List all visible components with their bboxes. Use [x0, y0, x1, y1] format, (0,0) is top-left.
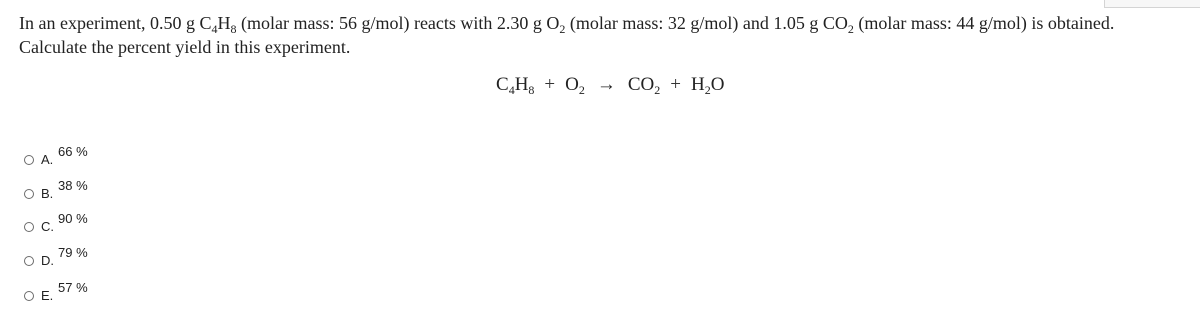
radio-button[interactable] — [24, 222, 34, 232]
radio-button[interactable] — [24, 256, 34, 266]
option-value: 66 % — [58, 144, 88, 159]
subscript: 8 — [230, 22, 237, 36]
option-letter: E. — [41, 288, 54, 303]
question-text-part: In an experiment, 0.50 g C — [19, 13, 212, 33]
corner-panel — [1104, 0, 1200, 8]
option-letter: B. — [41, 186, 54, 201]
subscript: 8 — [528, 83, 535, 97]
formula-part: O — [710, 74, 725, 95]
subscript: 2 — [847, 22, 854, 36]
reactant-o2 — [565, 74, 585, 95]
reaction-arrow-icon: → — [596, 74, 616, 95]
option-letter: D. — [41, 253, 54, 268]
formula-part: O — [565, 74, 579, 95]
option-letter: A. — [41, 152, 54, 167]
formula-part: CO — [627, 74, 655, 95]
option-value: 90 % — [58, 211, 88, 226]
question-text-part: (molar mass: 56 g/mol) reacts with 2.30 g O — [236, 13, 560, 33]
plus-sign: + — [670, 74, 681, 95]
option-a[interactable] — [24, 144, 144, 174]
subscript: 4 — [508, 83, 515, 97]
subscript: 4 — [211, 22, 218, 36]
formula-part: C — [496, 74, 509, 95]
formula-part: H — [691, 74, 705, 95]
radio-button[interactable] — [24, 291, 34, 301]
option-d[interactable] — [24, 245, 144, 275]
product-h2o — [691, 74, 724, 95]
radio-button[interactable] — [24, 189, 34, 199]
question-line-2: Calculate the percent yield in this experiment. — [19, 37, 351, 57]
option-c[interactable] — [24, 211, 144, 241]
option-e[interactable] — [24, 280, 144, 310]
question-text-part: (molar mass: 32 g/mol) and 1.05 g CO — [565, 13, 848, 33]
question-text-part: H — [217, 13, 231, 33]
reactant-c4h8 — [496, 74, 534, 95]
option-value: 57 % — [58, 280, 88, 295]
radio-button[interactable] — [24, 155, 34, 165]
formula-part: H — [514, 74, 529, 95]
subscript: 2 — [654, 83, 661, 97]
plus-sign: + — [544, 74, 556, 95]
question-text-part: (molar mass: 44 g/mol) is obtained. — [853, 13, 1115, 33]
subscript: 2 — [578, 83, 585, 97]
option-b[interactable] — [24, 178, 144, 208]
question-text — [19, 11, 1199, 59]
chemical-equation — [496, 73, 724, 97]
subscript: 2 — [704, 83, 711, 97]
option-value: 38 % — [58, 178, 88, 193]
subscript: 2 — [559, 22, 566, 36]
question-line-1 — [19, 11, 1199, 35]
option-letter: C. — [41, 219, 54, 234]
option-value: 79 % — [58, 245, 88, 260]
product-co2 — [628, 74, 660, 95]
